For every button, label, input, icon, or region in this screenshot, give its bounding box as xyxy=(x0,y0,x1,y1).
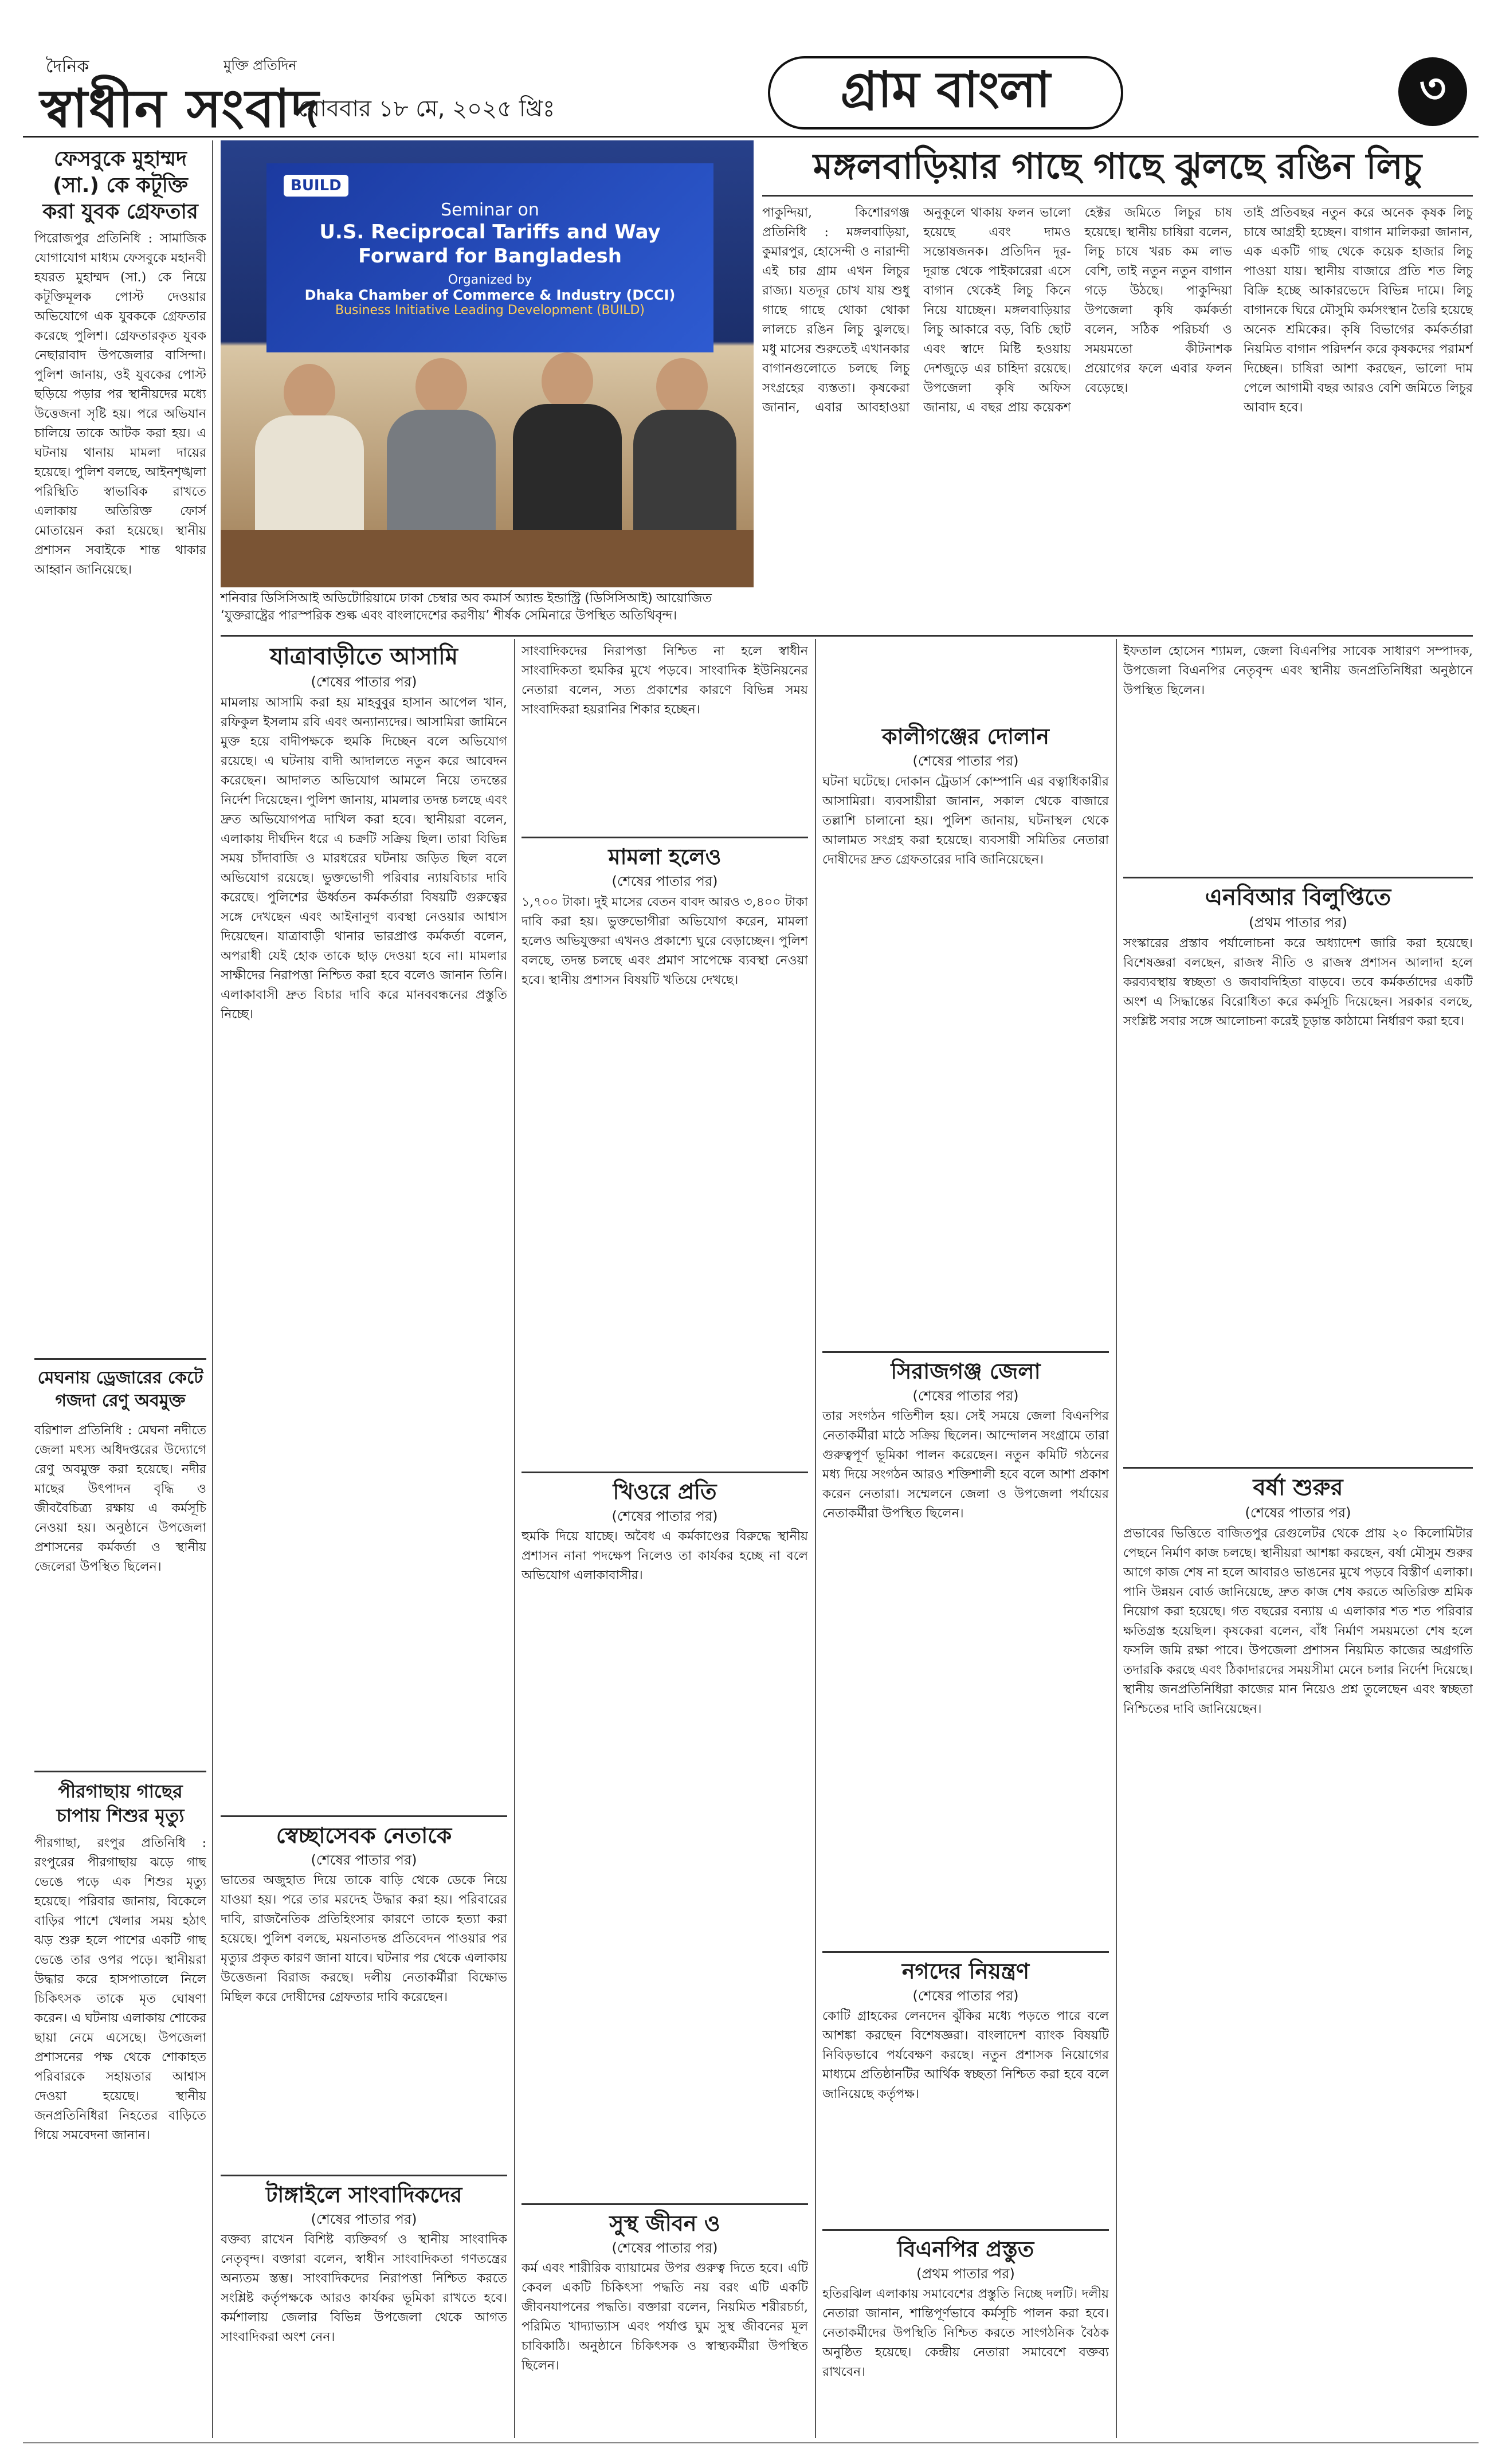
divider xyxy=(522,1472,808,1473)
divider xyxy=(34,1358,206,1360)
story-monsoon-headline: বর্ষা শুরুর xyxy=(1253,1474,1343,1501)
brand-prefix: দৈনিক xyxy=(46,57,89,77)
story-tangail-body: বক্তব্য রাখেন বিশিষ্ট ব্যক্তিবর্গ ও স্থানীয় সাংবাদিক নেতৃবৃন্দ। বক্তারা বলেন, স্বাধীন সাংবাদিকতা গণতন্ত্রের অন্যতম স্তম্ভ। সাংবাদিকদের নিরাপত্তা নিশ্চিত করতে সংশ্লিষ্ট কর্তৃপক্ষকে আরও কার্যকর ভূমিকা রাখতে হবে। কর্মশালায় জেলার বিভিন্ন উপজেলা থেকে আগত সাংবাদিকরা অংশ নেন। xyxy=(221,2232,507,2344)
story-journalist-cont: সাংবাদিকদের নিরাপত্তা নিশ্চিত না হলে স্বাধীন সাংবাদিকতা হুমকির মুখে পড়বে। সাংবাদিক ইউনিয়নের নেতারা বলেন, সত্য প্রকাশের কারণে বিভিন্ন সময় সাংবাদিকরা হয়রানির শিকার হচ্ছেন। xyxy=(522,644,808,717)
story-health-sub: (শেষের পাতার পর) xyxy=(611,2240,718,2256)
person-head xyxy=(542,352,593,410)
story-volunteer-headline: স্বেচ্ছাসেবক নেতাকে xyxy=(276,1823,452,1848)
conference-table xyxy=(221,530,754,587)
story-tangail-headline: টাঙ্গাইলে সাংবাদিকদের xyxy=(265,2182,462,2207)
story-nbr-body: সংস্কারের প্রস্তাব পর্যালোচনা করে অধ্যাদেশ জারি করা হয়েছে। বিশেষজ্ঞরা বলছেন, রাজস্ব নীতি ও রাজস্ব প্রশাসন আলাদা হলে করব্যবস্থায় স্বচ্ছতা ও জবাবদিহিতা বাড়বে। তবে কর্মকর্তাদের একটি অংশ এ সিদ্ধান্তের বিরোধিতা করে কর্মসূচি দিয়েছেন। সরকার বলছে, সংশ্লিষ্ট সবার সঙ্গে আলোচনা করেই চূড়ান্ত কাঠামো নির্ধারণ করা হবে। xyxy=(1123,936,1473,1029)
story-jatrabari-sub: (শেষের পাতার পর) xyxy=(311,674,417,690)
story-case-body: ১,৭০০ টাকা। দুই মাসের বেতন বাবদ আরও ৩,৪০০ টাকা দাবি করা হয়। ভুক্তভোগীরা অভিযোগ করেন, মামলা হলেও অভিযুক্তরা এখনও প্রকাশ্যে ঘুরে বেড়াচ্ছেন। পুলিশ বলছে, তদন্ত চলছে এবং প্রমাণ সাপেক্ষে ব্যবস্থা নেওয়া হবে। স্থানীয় প্রশাসন বিষয়টি খতিয়ে দেখছে। xyxy=(522,895,808,987)
divider xyxy=(822,1951,1109,1953)
screen-line5: Business Initiative Leading Development (BUILD) xyxy=(335,303,645,317)
build-logo: BUILD xyxy=(284,175,348,197)
seminar-photo xyxy=(221,140,754,587)
left-story1-headline: ফেসবুকে মুহাম্মদ (সা.) কে কটূক্তি করা যুবক গ্রেফতার xyxy=(42,147,198,223)
person xyxy=(633,410,736,542)
page-bottom-rule xyxy=(23,2442,1479,2443)
lead-body-continued: তাই প্রতিবছর নতুন করে অনেক কৃষক লিচু চাষে আগ্রহী হচ্ছেন। বাগান মালিকরা জানান, এক একটি গাছ থেকে কয়েক হাজার লিচু পাওয়া যায়। স্থানীয় বাজারে প্রতি শত লিচু বিক্রি হচ্ছে আকারভেদে বিভিন্ন দামে। লিচু বাগানকে ঘিরে মৌসুমি কর্মসংস্থান তৈরি হয়েছে অনেক শ্রমিকের। কৃষি বিভাগের কর্মকর্তারা নিয়মিত বাগান পরিদর্শন করে কৃষকদের পরামর্শ দিচ্ছেন। চাষিরা আশা করছেন, ভালো দাম পেলে আগামী বছর আরও বেশি জমিতে লিচুর আবাদ হবে। xyxy=(1244,206,1473,415)
story-jatrabari-headline: যাত্রাবাড়ীতে আসামি xyxy=(270,644,458,670)
divider xyxy=(1123,877,1473,878)
story-sirajganj-headline: সিরাজগঞ্জ জেলা xyxy=(891,1359,1041,1384)
divider xyxy=(221,635,1473,637)
left-story3-body: পীরগাছা, রংপুর প্রতিনিধি : রংপুরের পীরগাছায় ঝড়ে গাছ ভেঙে পড়ে এক শিশুর মৃত্যু হয়েছে। পরিবার জানায়, বিকেলে বাড়ির পাশে খেলার সময় হঠাৎ ঝড় শুরু হলে পাশের একটি গাছ ভেঙে তার ওপর পড়ে। স্থানীয়রা উদ্ধার করে হাসপাতালে নিলে চিকিৎসক তাকে মৃত ঘোষণা করেন। এ ঘটনায় এলাকায় শোকের ছায়া নেমে এসেছে। উপজেলা প্রশাসনের পক্ষ থেকে শোকাহত পরিবারকে সহায়তার আশ্বাস দেওয়া হয়েছে। স্থানীয় জনপ্রতিনিধিরা নিহতের বাড়িতে গিয়ে সমবেদনা জানান। xyxy=(34,1836,206,2143)
lead-body: পাকুন্দিয়া, কিশোরগঞ্জ প্রতিনিধি : মঙ্গলবাড়িয়া, কুমারপুর, হোসেন্দী ও নারান্দী এই চার গ্রাম এখন লিচুর রাজ্য। যতদূর চোখ যায় শুধু গাছে গাছে থোকা থোকা লালচে রঙিন লিচু ঝুলছে। মধু মাসের শুরুতেই এখানকার বাগানগুলোতে চলছে লিচু সংগ্রহের ব্যস্ততা। কৃষকেরা জানান, এবার আবহাওয়া অনুকূলে থাকায় ফলন ভালো হয়েছে এবং দামও সন্তোষজনক। প্রতিদিন দূর-দূরান্ত থেকে পাইকারেরা এসে বাগান থেকেই লিচু কিনে নিয়ে যাচ্ছেন। মঙ্গলবাড়িয়ার লিচু আকারে বড়, বিচি ছোট এবং স্বাদে মিষ্টি হওয়ায় দেশজুড়ে এর চাহিদা রয়েছে। উপজেলা কৃষি অফিস জানায়, এ বছর প্রায় কয়েকশ হেক্টর জমিতে লিচুর চাষ হয়েছে। স্থানীয় চাষিরা বলেন, লিচু চাষে খরচ কম লাভ বেশি, তাই নতুন নতুন বাগান গড়ে উঠছে। পাকুন্দিয়া উপজেলা কৃষি কর্মকর্তা বলেন, সঠিক পরিচর্যা ও সময়মতো কীটনাশক প্রয়োগের ফলে এবার ফলন বেড়েছে। xyxy=(762,206,1232,415)
story-tangail-sub: (শেষের পাতার পর) xyxy=(311,2211,417,2227)
story-nbr-headline: এনবিআর বিলুপ্তিতে xyxy=(1205,884,1391,911)
story-health-body: কর্ম এবং শারীরিক ব্যায়ামের উপর গুরুত্ব দিতে হবে। এটি কেবল একটি চিকিৎসা পদ্ধতি নয় বরং এটি একটি জীবনযাপনের পদ্ধতি। বক্তারা বলেন, নিয়মিত শরীরচর্চা, পরিমিত খাদ্যাভ্যাস এবং পর্যাপ্ত ঘুম সুস্থ জীবনের মূল চাবিকাঠি। অনুষ্ঠানে চিকিৎসক ও স্বাস্থ্যকর্মীরা উপস্থিত ছিলেন। xyxy=(522,2261,808,2373)
divider xyxy=(522,837,808,838)
divider xyxy=(221,1815,507,1817)
story-khiore-body: হুমকি দিয়ে যাচ্ছে। অবৈধ এ কর্মকাণ্ডের বিরুদ্ধে স্থানীয় প্রশাসন নানা পদক্ষেপ নিলেও তা কার্যকর হচ্ছে না বলে অভিযোগ এলাকাবাসীর। xyxy=(522,1529,808,1583)
screen-line3: Organized by xyxy=(448,273,532,287)
story-khiore-sub: (শেষের পাতার পর) xyxy=(611,1508,718,1524)
story-bnp-sub: (প্রথম পাতার পর) xyxy=(916,2266,1015,2282)
story-health-headline: সুস্থ জীবন ও xyxy=(609,2211,720,2236)
divider xyxy=(1123,1467,1473,1469)
story-volunteer-body: ভাতের অজুহাত দিয়ে তাকে বাড়ি থেকে ডেকে নিয়ে যাওয়া হয়। পরে তার মরদেহ উদ্ধার করা হয়। পরিবারের দাবি, রাজনৈতিক প্রতিহিংসার কারণে তাকে হত্যা করা হয়েছে। পুলিশ বলছে, ময়নাতদন্ত প্রতিবেদন পাওয়ার পর মৃত্যুর প্রকৃত কারণ জানা যাবে। ঘটনার পর থেকে এলাকায় উত্তেজনা বিরাজ করছে। দলীয় নেতাকর্মীরা বিক্ষোভ মিছিল করে দোষীদের গ্রেফতার দাবি করেছেন। xyxy=(221,1873,507,2004)
story-monsoon-body: প্রভাবের ভিত্তিতে বাজিতপুর রেগুলেটর থেকে প্রায় ২০ কিলোমিটার পেছনে নির্মাণ কাজ চলছে। স্থানীয়রা আশঙ্কা করছেন, বর্ষা মৌসুম শুরুর আগে কাজ শেষ না হলে আবারও ভাঙনের মুখে পড়বে বিস্তীর্ণ এলাকা। পানি উন্নয়ন বোর্ড জানিয়েছে, দ্রুত কাজ শেষ করতে অতিরিক্ত শ্রমিক নিয়োগ করা হয়েছে। গত বছরের বন্যায় এ এলাকার শত শত পরিবার ক্ষতিগ্রস্ত হয়েছিল। কৃষকেরা বলেন, বাঁধ নির্মাণ সময়মতো শেষ হলে ফসলি জমি রক্ষা পাবে। উপজেলা প্রশাসন নিয়মিত কাজের অগ্রগতি তদারকি করছে এবং ঠিকাদারদের সময়সীমা মেনে চলার নির্দেশ দিয়েছে। স্থানীয় জনপ্রতিনিধিরা কাজের মান নিয়েও প্রশ্ন তুলেছেন এবং স্বচ্ছতা নিশ্চিতের দাবি জানিয়েছেন। xyxy=(1123,1527,1473,1716)
left-story2-headline: মেঘনায় ড্রেজারের কেটে গজদা রেণু অবমুক্ত xyxy=(37,1368,203,1411)
dateline: রোববার ১৮ মে, ২০২৫ খ্রিঃ xyxy=(298,96,555,122)
person-head xyxy=(284,364,335,421)
story-bnp-body: হতিরঝিল এলাকায় সমাবেশের প্রস্তুতি নিচ্ছে দলটি। দলীয় নেতারা জানান, শান্তিপূর্ণভাবে কর্মসূচি পালন করা হবে। নেতাকর্মীদের উপস্থিতি নিশ্চিত করতে সাংগঠনিক বৈঠক অনুষ্ঠিত হয়েছে। কেন্দ্রীয় নেতারা সমাবেশে বক্তব্য রাখবেন। xyxy=(822,2287,1109,2379)
left-story3-headline: পীরগাছায় গাছের চাপায় শিশুর মৃত্যু xyxy=(56,1780,185,1826)
photo-caption: শনিবার ডিসিসিআই অডিটোরিয়ামে ঢাকা চেম্বার অব কমার্স অ্যান্ড ইন্ডাস্ট্রি (ডিসিসিআই) আয়োজিত ‘যুক্তরাষ্ট্রের পারস্পরিক শুল্ক এবং বাংলাদেশের করণীয়’ শীর্ষক সেমিনারে উপস্থিত অতিথিবৃন্দ। xyxy=(221,591,712,623)
story-monsoon-sub: (শেষের পাতার পর) xyxy=(1245,1505,1351,1521)
lead-headline: মঙ্গলবাড়িয়ার গাছে গাছে ঝুলছে রঙিন লিচু xyxy=(813,145,1422,187)
divider xyxy=(762,195,1473,197)
person xyxy=(255,415,364,542)
story-sirajganj-body: তার সংগঠন গতিশীল হয়। সেই সময়ে জেলা বিএনপির নেতাকর্মীরা মাঠে সক্রিয় ছিলেন। আন্দোলন সংগ্রামে তারা গুরুত্বপূর্ণ ভূমিকা পালন করেছেন। নতুন কমিটি গঠনের মধ্য দিয়ে সংগঠন আরও শক্তিশালী হবে বলে আশা প্রকাশ করেন নেতারা। সম্মেলনে জেলা ও উপজেলা পর্যায়ের নেতাকর্মীরা উপস্থিত ছিলেন। xyxy=(822,1409,1109,1521)
screen-line1: Seminar on xyxy=(441,200,539,220)
story-nagad-sub: (শেষের পাতার পর) xyxy=(912,1988,1019,2004)
divider xyxy=(822,2229,1109,2231)
story-khiore-headline: খিওরে প্রতি xyxy=(613,1479,717,1504)
story-kaliganj-body: ঘটনা ঘটেছে। দোকান ট্রেডার্স কোম্পানি এর বত্বাধিকারীর আসামিরা। ব্যবসায়ীরা জানান, সকাল থেকে বাজারে তল্লাশি চালানো হয়। পুলিশ জানায়, ঘটনাস্থল থেকে আলামত সংগ্রহ করা হয়েছে। ব্যবসায়ী সমিতির নেতারা দোষীদের দ্রুত গ্রেফতারের দাবি জানিয়েছেন। xyxy=(822,775,1109,867)
story-nagad-body: কোটি গ্রাহকের লেনদেন ঝুঁকির মধ্যে পড়তে পারে বলে আশঙ্কা করছেন বিশেষজ্ঞরা। বাংলাদেশ ব্যাংক বিষয়টি নিবিড়ভাবে পর্যবেক্ষণ করছে। নতুন প্রশাসক নিয়োগের মাধ্যমে প্রতিষ্ঠানটির আর্থিক স্বচ্ছতা নিশ্চিত করা হবে বলে জানিয়েছে কর্তৃপক্ষ। xyxy=(822,2009,1109,2101)
left-story1-body: পিরোজপুর প্রতিনিধি : সামাজিক যোগাযোগ মাধ্যম ফেসবুকে মহানবী হযরত মুহাম্মদ (সা.) কে নিয়ে কটূক্তিমূলক পোস্ট দেওয়ার অভিযোগে এক যুবককে গ্রেফতার করেছে পুলিশ। গ্রেফতারকৃত যুবক নেছারাবাদ উপজেলার বাসিন্দা। পুলিশ জানায়, ওই যুবকের পোস্ট ছড়িয়ে পড়ার পর স্থানীয়দের মধ্যে উত্তেজনা সৃষ্টি হয়। পরে অভিযান চালিয়ে তাকে আটক করা হয়। এ ঘটনায় থানায় মামলা দায়ের হয়েছে। পুলিশ বলছে, আইনশৃঙ্খলা পরিস্থিতি স্বাভাবিক রাখতে এলাকায় অতিরিক্ত ফোর্স মোতায়েন করা হয়েছে। স্থানীয় প্রশাসন সবাইকে শান্ত থাকার আহ্বান জানিয়েছে। xyxy=(34,232,206,577)
person-head xyxy=(656,358,708,415)
column-rule xyxy=(212,140,213,2438)
screen-line2: U.S. Reciprocal Tariffs and Way Forward for Bangladesh xyxy=(319,221,661,268)
story-kaliganj-headline: কালীগঞ্জের দোলান xyxy=(882,724,1049,749)
screen-line4: Dhaka Chamber of Commerce & Industry (DCCI) xyxy=(304,287,676,303)
column-rule xyxy=(815,639,816,2438)
person xyxy=(387,410,496,542)
column-rule xyxy=(514,639,515,2438)
brand-tagline: মুক্তি প্রতিদিন xyxy=(223,57,297,73)
divider xyxy=(822,1351,1109,1353)
section-title: গ্রাম বাংলা xyxy=(768,56,1123,130)
divider xyxy=(221,2175,507,2176)
divider xyxy=(522,2203,808,2205)
story-nbr-sub: (প্রথম পাতার পর) xyxy=(1249,915,1347,931)
person-head xyxy=(415,358,467,415)
divider xyxy=(34,1771,206,1772)
page-number: ৩ xyxy=(1398,57,1467,126)
story-nagad-headline: নগদের নিয়ন্ত্রণ xyxy=(901,1959,1030,1984)
person xyxy=(513,404,622,542)
story-bnp-headline: বিএনপির প্রস্তুত xyxy=(897,2237,1034,2262)
story-case-sub: (শেষের পাতার পর) xyxy=(611,873,718,889)
story-jatrabari-body: মামলায় আসামি করা হয় মাহবুবুর হাসান আপেল খান, রফিকুল ইসলাম রবি এবং অন্যান্যদের। আসামিরা জামিনে মুক্ত হয়ে বাদীপক্ষকে হুমকি দিচ্ছেন বলে অভিযোগ রয়েছে। এ ঘটনায় বাদী আদালতে নতুন করে আবেদন করেছেন। আদালত অভিযোগ আমলে নিয়ে তদন্তের নির্দেশ দিয়েছেন। পুলিশ জানায়, মামলার তদন্ত চলছে এবং দ্রুত অভিযোগপত্র দাখিল করা হবে। স্থানীয়রা বলেন, এলাকায় দীর্ঘদিন ধরে এ চক্রটি সক্রিয় ছিল। তারা বিভিন্ন সময় চাঁদাবাজি ও মারধরের ঘটনায় জড়িত ছিল বলে অভিযোগ রয়েছে। ভুক্তভোগী পরিবার ন্যায়বিচার দাবি করেছে। পুলিশের ঊর্ধ্বতন কর্মকর্তারা বিষয়টি গুরুত্বের সঙ্গে দেখছেন এবং আইনানুগ ব্যবস্থা নেওয়ার আশ্বাস দিয়েছেন। যাত্রাবাড়ী থানার ভারপ্রাপ্ত কর্মকর্তা বলেন, অপরাধী যেই হোক তাকে ছাড় দেওয়া হবে না। মামলার সাক্ষীদের নিরাপত্তা নিশ্চিত করা হবে বলেও জানান তিনি। এলাকাবাসী দ্রুত বিচার দাবি করে মানববন্ধনের প্রস্তুতি নিচ্ছে। xyxy=(221,696,507,1022)
brand-name: স্বাধীন সংবাদ xyxy=(40,77,320,139)
story-case-headline: মামলা হলেও xyxy=(608,844,722,869)
column-rule xyxy=(1116,639,1117,2438)
story-right-cont: ইফতাল হোসেন শ্যামল, জেলা বিএনপির সাবেক সাধারণ সম্পাদক, উপজেলা বিএনপির নেতৃবৃন্দ এবং স্থানীয় জনপ্রতিনিধিরা অনুষ্ঠানে উপস্থিত ছিলেন। xyxy=(1123,644,1473,697)
story-sirajganj-sub: (শেষের পাতার পর) xyxy=(912,1388,1019,1404)
left-story2-body: বরিশাল প্রতিনিধি : মেঘনা নদীতে জেলা মৎস্য অধিদপ্তরের উদ্যোগে রেণু অবমুক্ত করা হয়েছে। নদীর মাছের উৎপাদন বৃদ্ধি ও জীববৈচিত্র্য রক্ষায় এ কর্মসূচি নেওয়া হয়। অনুষ্ঠানে উপজেলা প্রশাসনের কর্মকর্তা ও স্থানীয় জেলেরা উপস্থিত ছিলেন। xyxy=(34,1423,206,1574)
story-kaliganj-sub: (শেষের পাতার পর) xyxy=(912,753,1019,769)
projector-screen xyxy=(266,163,713,352)
story-volunteer-sub: (শেষের পাতার পর) xyxy=(311,1852,417,1868)
